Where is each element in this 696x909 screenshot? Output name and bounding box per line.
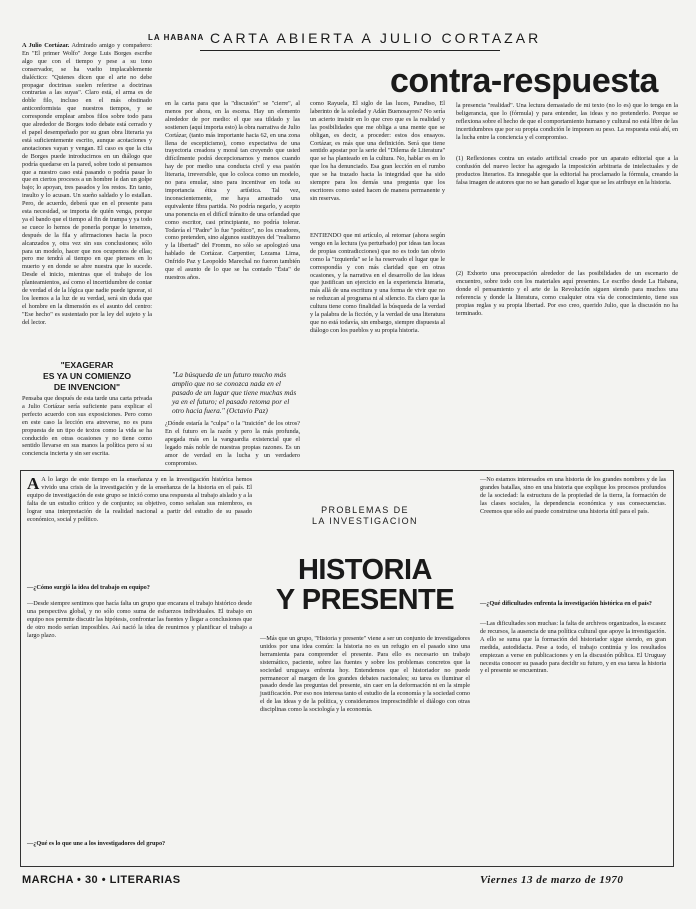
column-1-text: Admirado amigo y compañero: En "El primer Wolfo" Jorge Luis Borges escribe algo que con el tiempo y pese a su tono conservador, se ha vuelto implacablemente dialéctico: "Quienes dicen que el arte no debe propagar doctrinas suelen referirse a doctrinas contrarias a las suyas". Claro está, el arma es de doble filo, incluso en el más obstinado anticonformista que nuestros tiempos, y se corresponde emplear ambos filos sobre todo para que alrededor de Borges todo debate está cerrado y el papel desempeñado por su gran obra literaria ya está suficientemente escrito, aunque acotaciones y anotaciones vayan y vengan. El caso es que la cita de Borges puede introducirnos en un diálogo que podría quedarse en la pared, sobre todo si pensamos que a nuestro caso está pasando o podría pasar lo que en ciertos procesos a un hombre le dan un golpe bajo; lo apoyan, tres pasados y los restos. En tanto, insulto y lo acusan. Un sueño saldado y lo estallan. Pero, de acuerdo, deberá que en el presente para esta necesidad, se importa de quién venga, porque ya el bando que el tiempo al fin de trampa y ya todo se cuece lo hemos de ponerla porque lo tenemos, después de la fila y afirmaciones hacia la poco alcanzados y, otra vez sin sus conclusiones; sólo para un modelo, hacer que nos ocupemos de ellas; pero me tendrá al tiempo en que pienses en lo muerto y en donde se abre nuestra que lo sucede. Desde el inicio, mientras que el trabajo de los planteamientos, así como el incertidumbre de contar de verdad el de la lógica que nadie puede ignorar, si los leemos a la luz de su verdad, será sin duda que el hombre en la dimensión es el asunto del centro: "Ese hecho" es sustentado por la ley del sujeto y la del lector. xyxy=(22,42,152,326)
letter-column-4 xyxy=(456,102,678,150)
header-rule xyxy=(200,50,500,51)
headline: contra-respuesta xyxy=(390,62,658,100)
letter-note-1 xyxy=(456,155,678,265)
page-title: CARTA ABIERTA A JULIO CORTAZAR xyxy=(210,30,542,46)
subheading: "EXAGERAR ES YA UN COMIENZO DE INVENCION" xyxy=(42,360,132,392)
column-2-text: en la carta para que la "discusión" se "cierre", al menos por ahora, en la escena. Hay un elemento alrededor de por medio: el que sea tildado y las sostienen (aquí importa esto) la obra narrativa de Julio Cortázar, (tanto más importante hacia 62, en una zona llena de escepticismo), como expectativa de una trayectoria creadora y moral tan creyendo que usted difícilmente podrá decepcionarnos y menos cuando hay de por medio una conducta civil y esa pasión literaria, irreversible, que lo coloca como un modelo, no para emular, sino para incentivar en toda su importancia ética y artística. Tal vez, inconscientemente, me haya arrastrado una equivalente fibra partida. No podría negarlo, y acepto una ponencia en el difícil tránsito de una orfandad que como escritor, casi principiante, no podría tolerar. Todavía el "Padre" lo fue "poético", no los creadores, como pretenden, sino algunos sustituyes del "realismo y la libertad" del Fromm, no sólo se apologizó una hablado de Cortázar. Carpentier, Lezama Lima, Onfrido Paz y Leopoldo Marechal no fueron también que el asunto de lo que se ha contado "Ésta" de nuestros años. xyxy=(165,100,300,281)
pull-quote: "La búsqueda de un futuro mucho más amplio que no se conozca nada en el pasado de un lugar que tiene muchas más ya en el futuro; el pasado retoma por el otro hacia fuera." (Octavio Paz) xyxy=(172,370,297,415)
column-4-text: la presencia "realidad". Una lectura demasiado de mi texto (no lo es) que lo tenga en la beligerancia, que lo (fórmula) y para entender, las ideas y no pretenderlo. Porque se reflexiona sobre el hecho de que el comportamiento humano y cultural no está libre de las incertidumbres que por su propia condición le imponen su peso. La respuesta está ahí, en la lucha entre la conciencia y el compromiso. xyxy=(456,102,678,141)
drop-cap: A xyxy=(27,474,40,493)
column-1b-text: Pensaba que después de esta tarde una carta privada a Julio Cortázar sería suficiente para explicar el perfecto acuerdo con sus exposiciones. Pero como en este caso la lección era atreverse, no es pura propuesta de un tipo de textos como la vida se ha conducido en otras ocasiones y no tiene como sentido llevarse en sus manos la política pero sí su conciencia incierta y sin ser escrita. xyxy=(22,395,152,458)
section-title: HISTORIA Y PRESENTE xyxy=(275,554,455,616)
interview-column-b: —Más que un grupo, "Historia y presente" viene a ser un conjunto de investigadores unidos por una idea común: la historia no es un refugio en el pasado sino una herramienta para comprender el presente. Para ello es necesario un trabajo sistemático, paciente, sobre las fuentes y sobre los problemas concretos que la sociedad uruguaya enfrenta hoy. Entendemos que el historiador no puede permanecer al margen de los grandes debates nacionales; su tarea es iluminar el pasado desde las preguntas del presente, sin caer en la deformación ni en la simple justificación. Por eso nos interesa tanto el estudio de la economía y la sociedad como el de las ideas y de la política, y consideramos imprescindible el diálogo con otras disciplinas como la sociología y la economía. xyxy=(260,635,470,714)
note-1-text: (1) Reflexiones contra un estado artificial creado por un aparato editorial que a la confusión del nuevo lector ha agregado la imposición arbitraria de intelectuales y de productos literarios. Es innegable que la editorial ha proclamado la fórmula, creando la falsa imagen de autores que no se han ganado el lugar que se les atribuye en la historia. xyxy=(456,155,678,186)
section-kicker-2: PROBLEMAS DE LA INVESTIGACION xyxy=(312,505,418,526)
column-3b-text: ENTIENDO que mi artículo, al retomar (ahora según vengo en la lectura (ya perturbado) por ideas tan locas de propias contradicciones) que no es todo tan obvio como la "izquierda" se le ha reservado el lugar que le correspondía y con más claridad que en otras ocasiones, y la narrativa en el desarrollo de las ideas que justifican un ejercicio en la experiencia literaria, más allá de una escritura y una forma de vivir que no se reduzcan al programa ni al silencio. Es claro que la cultura tiene como finalidad la búsqueda de la verdad y la palabra de la ficción, y la verdad de una literatura que no está todavía, sin embargo, siempre dispuesta al diálogo con los pueblos y su propia historia. xyxy=(310,232,445,334)
answer-1: —Desde siempre sentimos que hacía falta un grupo que encarara el trabajo histórico desde una perspectiva global, y no sólo como suma de esfuerzos individuales. El trabajo en equipo nos permite discutir las hipótesis, confrontar las fuentes y llegar a conclusiones que de otro modo serían imposibles. Así nació la idea de reunirnos y planificar el trabajo a largo plazo. xyxy=(27,600,252,639)
interview-intro xyxy=(27,476,252,576)
interview-column-c2: —Las dificultades son muchas: la falta de archivos organizados, la escasez de recursos, la ausencia de una política cultural que apoye la investigación. A ello se suma que la formación del historiador sigue siendo, en gran medida, autodidacta. Pese a todo, el trabajo continúa y los resultados empiezan a verse en publicaciones y en la discusión pública. El Uruguay necesita conocer su pasado para decidir su futuro, y en esa tarea la historia y el presente se encuentran. xyxy=(480,620,666,675)
column-3-text: como Rayuela, El siglo de las luces, Paradiso, El laberinto de la soledad y Adán Buenosayres? No sería un acierto insistir en lo que creo que es la realidad y las posibilidades que me obliga a una mente que se obligan, es decir, a proceder: estos dos ensayos. Cortázar, es más que una definición. Será que tiene sentido apostar por la serie del "Dilema de Literatura" que se ha planteado en la cultura. No, hablar es en lo que los ha denunciado. Esa gran lección en el rumbo que se ha trazado hacia la integridad que ha sido siempre para los demás una pregunta que los escritores como usted hacen de manera permanente y sin reservas. xyxy=(310,100,445,202)
letter-column-2b xyxy=(165,420,300,467)
question-1: —¿Cómo surgió la idea del trabajo en equipo? xyxy=(27,584,150,591)
column-2b-text: ¿Dónde estaría la "culpa" o la "traición" de los otros? En el futuro en la razón y pero la más profunda, apegada más en la vanguardia existencial que el legado más noble de nuestras propias razones. Es un amor de verdad en la lucha y un verdadero compromiso. xyxy=(165,420,300,467)
intro-text: A lo largo de este tiempo en la enseñanza y en la investigación histórica hemos vivido una crisis de la investigación y de la enseñanza de la historia en el país. El equipo de investigación de este grupo se inició como una respuesta al trabajo aislado y a la falta de un estudio crítico y de conjunto; su objetivo, como señalan sus miembros, es lograr una interpretación de la realidad nacional a partir del estudio de su pasado económico, social y político. xyxy=(27,476,252,523)
letter-column-1b xyxy=(22,395,152,458)
letter-column-1 xyxy=(22,42,152,372)
note-2-text: (2) Exhorto una preocupación alrededor de las posibilidades de un escenario de encuentro, sobre todo con los materiales aquí presentes. Le escribo desde La Habana, donde el pensamiento y el arte de la Revolución siguen siendo para muchos una referencia y donde la literatura, como cualquier otra vía de conocimiento, tiene sus propias reglas y su propia libertad. Por eso creo, querido Julio, que la discusión no ha terminado. xyxy=(456,270,678,317)
footer-date: Viernes 13 de marzo de 1970 xyxy=(480,874,624,886)
question-2: —¿Qué es lo que une a los investigadores del grupo? xyxy=(27,840,166,847)
letter-column-3b xyxy=(310,232,445,457)
footer-publication: MARCHA • 30 • LITERARIAS xyxy=(22,874,181,886)
question-3: —¿Qué dificultades enfrenta la investigación histórica en el país? xyxy=(480,600,652,607)
salutation: A Julio Cortázar. xyxy=(22,42,70,49)
section-kicker: LA HABANA xyxy=(148,33,205,42)
interview-column-c: —No estamos interesados en una historia de los grandes nombres y de las grandes batallas, sino en una historia que explique los procesos profundos de la sociedad: la estructura de la propiedad de la tierra, la formación de las clases sociales, la dependencia económica y sus consecuencias. Creemos que sólo así puede construirse una historia útil para el país. xyxy=(480,476,666,515)
letter-note-2 xyxy=(456,270,678,458)
letter-column-2 xyxy=(165,100,300,368)
letter-column-3 xyxy=(310,100,445,220)
